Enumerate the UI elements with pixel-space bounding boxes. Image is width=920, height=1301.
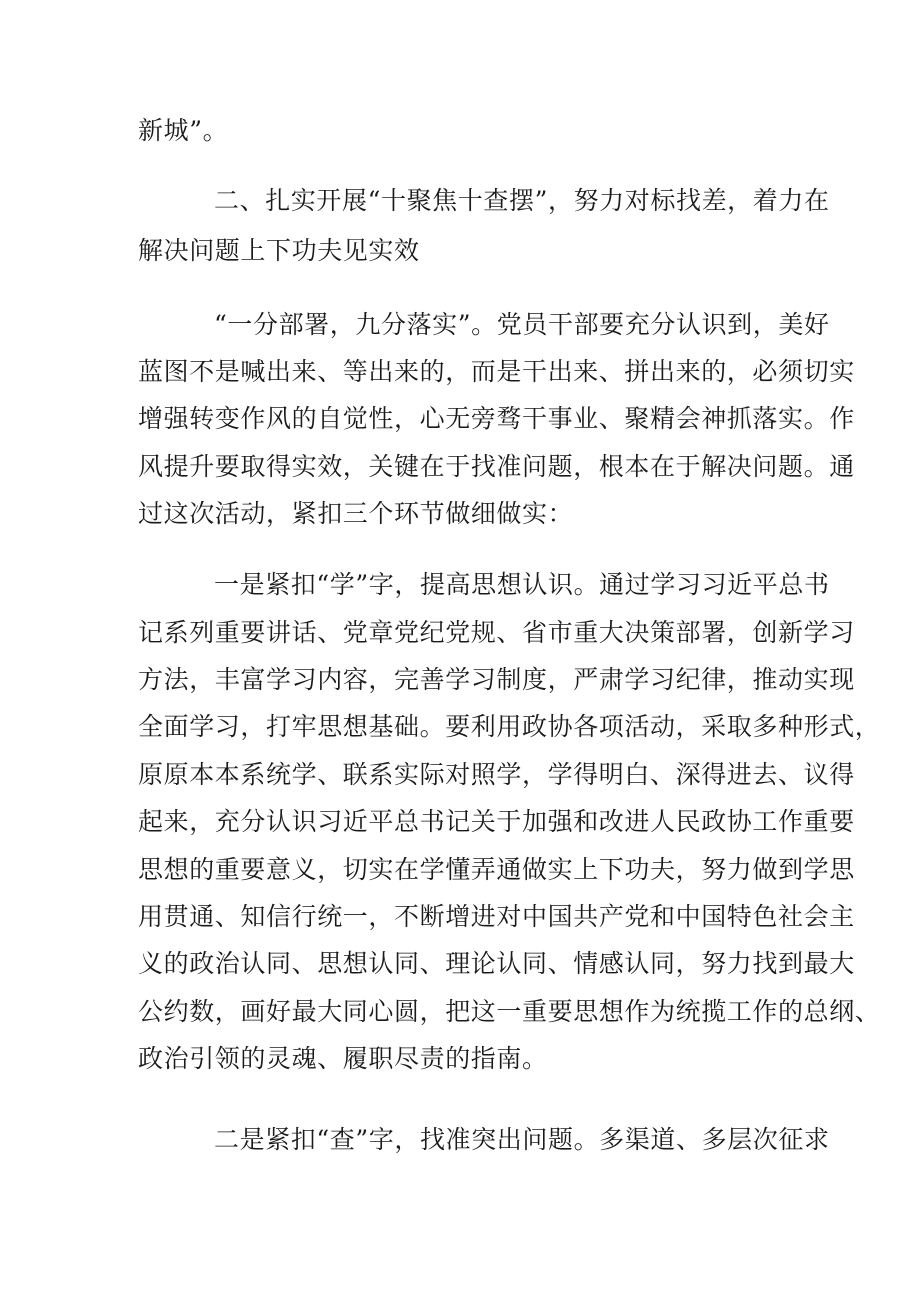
paragraph-line: 过这次活动，紧扣三个环节做细做实： xyxy=(138,499,574,528)
paragraph-line: 起来，充分认识习近平总书记关于加强和改进人民政协工作重要 xyxy=(138,807,855,836)
paragraph-line: 公约数，画好最大同心圆，把这一重要思想作为统揽工作的总纲、 xyxy=(138,997,881,1026)
paragraph-line: “一分部署，九分落实”。党员干部要充分认识到，美好 xyxy=(214,310,830,339)
paragraph-line: 二是紧扣“查”字，找准突出问题。多渠道、多层次征求 xyxy=(214,1125,830,1154)
paragraph-line: 原原本本系统学、联系实际对照学，学得明白、深得进去、议得 xyxy=(138,760,855,789)
text-line: 新城”。 xyxy=(138,116,229,145)
paragraph-line: 风提升要取得实效，关键在于找准问题，根本在于解决问题。通 xyxy=(138,452,855,481)
section-heading-line: 解决问题上下功夫见实效 xyxy=(138,236,420,265)
paragraph-line: 方法，丰富学习内容，完善学习制度，严肃学习纪律，推动实现 xyxy=(138,665,855,694)
paragraph-line: 一是紧扣“学”字，提高思想认识。通过学习习近平总书 xyxy=(214,570,830,599)
paragraph-line: 记系列重要讲话、党章党纪党规、省市重大决策部署，创新学习 xyxy=(138,618,855,647)
section-heading-line: 二、扎实开展“十聚焦十查摆”，努力对标找差，着力在 xyxy=(214,186,830,215)
paragraph-line: 用贯通、知信行统一，不断增进对中国共产党和中国特色社会主 xyxy=(138,902,855,931)
paragraph-line: 全面学习，打牢思想基础。要利用政协各项活动，采取多种形式， xyxy=(138,712,881,741)
paragraph-line: 增强转变作风的自觉性，心无旁骛干事业、聚精会神抓落实。作 xyxy=(138,404,855,433)
paragraph-line: 义的政治认同、思想认同、理论认同、情感认同，努力找到最大 xyxy=(138,949,855,978)
paragraph-line: 政治引领的灵魂、履职尽责的指南。 xyxy=(138,1044,548,1073)
paragraph-line: 思想的重要意义，切实在学懂弄通做实上下功夫，努力做到学思 xyxy=(138,855,855,884)
paragraph-line: 蓝图不是喊出来、等出来的，而是干出来、拼出来的，必须切实 xyxy=(138,357,855,386)
